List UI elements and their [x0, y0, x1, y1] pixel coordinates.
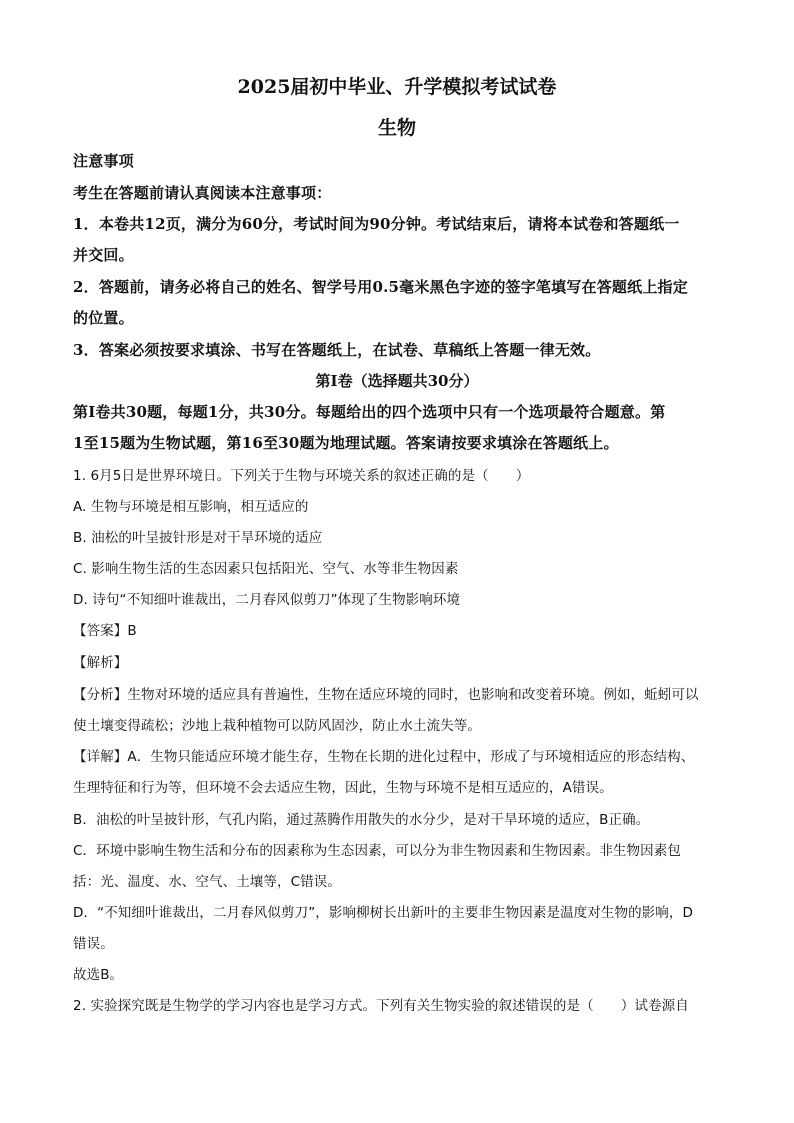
question-1-option-d: D. 诗句“不知细叶谁裁出，二月春风似剪刀”体现了生物影响环境	[73, 592, 461, 608]
notice-item-2-line-2: 的位置。	[73, 309, 134, 327]
question-1-xiangjie-d-line-2: 错误。	[73, 936, 114, 952]
question-1-option-a: A. 生物与环境是相互影响，相互适应的	[73, 499, 309, 515]
notice-item-1-line-2: 并交回。	[73, 246, 134, 264]
notice-heading: 注意事项	[73, 152, 134, 170]
section-1-title: 第Ⅰ卷（选择题共30分）	[315, 372, 479, 390]
question-1-stem: 1. 6月5日是世界环境日。下列关于生物与环境关系的叙述正确的是（ ）	[73, 468, 530, 484]
notice-intro: 考生在答题前请认真阅读本注意事项：	[73, 184, 332, 202]
question-1-xiangjie-line-1: 【详解】A．生物只能适应环境才能生存，生物在长期的进化过程中，形成了与环境相适应的形态结构、	[73, 749, 695, 765]
question-1-xiangjie-line-2: 生理特征和行为等，但环境不会去适应生物，因此，生物与环境不是相互适应的，A错误。	[73, 780, 613, 796]
question-1-xiangjie-c-line-1: C．环境中影响生物生活和分布的因素称为生态因素，可以分为非生物因素和生物因素。非生物因素包	[73, 843, 681, 859]
question-1-answer: 【答案】B	[73, 623, 137, 639]
question-1-analysis-label: 【解析】	[73, 655, 128, 671]
question-1-xiangjie-d-line-1: D．“不知细叶谁裁出，二月春风似剪刀”，影响柳树长出新叶的主要非生物因素是温度对生物的影响，D	[73, 905, 693, 921]
question-1-fenxi-line-2: 使土壤变得疏松；沙地上栽种植物可以防风固沙，防止水土流失等。	[73, 718, 481, 734]
notice-item-3: 3．答案必须按要求填涂、书写在答题纸上，在试卷、草稿纸上答题一律无效。	[73, 341, 601, 359]
section-1-desc-line-2: 1至15题为生物试题，第16至30题为地理试题。答案请按要求填涂在答题纸上。	[73, 434, 619, 452]
question-1-conclusion: 故选B。	[73, 967, 124, 983]
question-1-fenxi-line-1: 【分析】生物对环境的适应具有普遍性，生物在适应环境的同时，也影响和改变着环境。例如，蚯蚓可以	[73, 687, 699, 703]
question-1-xiangjie-b: B．油松的叶呈披针形，气孔内陷，通过蒸腾作用散失的水分少，是对干旱环境的适应，B正确。	[73, 812, 650, 828]
subject-title: 生物	[377, 117, 416, 139]
notice-item-2-line-1: 2．答题前，请务必将自己的姓名、智学号用0.5毫米黑色字迹的签字笔填写在答题纸上指定	[73, 278, 688, 296]
exam-title: 2025届初中毕业、升学模拟考试试卷	[237, 76, 557, 98]
section-1-desc-line-1: 第Ⅰ卷共30题，每题1分，共30分。每题给出的四个选项中只有一个选项最符合题意。第	[73, 403, 666, 421]
question-1-option-c: C. 影响生物生活的生态因素只包括阳光、空气、水等非生物因素	[73, 561, 459, 577]
question-1-option-b: B. 油松的叶呈披针形是对干旱环境的适应	[73, 530, 323, 546]
question-1-xiangjie-c-line-2: 括：光、温度、水、空气、土壤等，C错误。	[73, 874, 341, 890]
question-2-stem: 2. 实验探究既是生物学的学习内容也是学习方式。下列有关生物实验的叙述错误的是（ ）试卷源自	[73, 998, 689, 1014]
notice-item-1-line-1: 1．本卷共12页，满分为60分，考试时间为90分钟。考试结束后，请将本试卷和答题纸一	[73, 215, 680, 233]
